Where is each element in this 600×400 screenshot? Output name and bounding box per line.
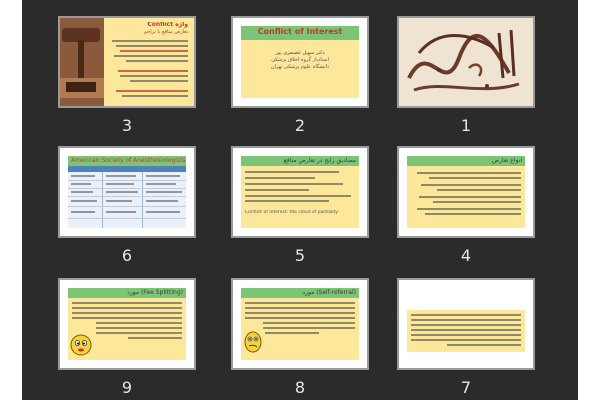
slide-body (241, 40, 359, 98)
slide-number-5: 5 (294, 246, 306, 265)
slide-title: مصادیق رایج در تعارض منافع (241, 156, 359, 166)
slide-thumbnail-8[interactable] (231, 278, 369, 370)
slide-thumbnail-5[interactable] (231, 146, 369, 238)
slide-tile-7[interactable] (397, 278, 535, 397)
slide-body (407, 166, 525, 228)
calligraphy-image (399, 18, 533, 106)
slide-table (68, 166, 186, 228)
slide-tile-3[interactable] (58, 16, 196, 135)
slide-sorter-panel (22, 0, 578, 400)
slide-line: استادیار گروه اخلاق پزشکی (271, 57, 329, 63)
slide-title: American Society of Anesthesiologists (68, 156, 186, 166)
slide-line: دکتر سهیل غضنفری پور (275, 50, 325, 56)
slide-tile-9[interactable] (58, 278, 196, 397)
confused-face-icon (70, 334, 92, 356)
slide-tile-6[interactable] (58, 146, 196, 265)
slide-title: مورد (Self-referral) (241, 288, 359, 298)
slide-tile-2[interactable] (231, 16, 369, 135)
slide-title: مورد (Fee Splitting) (68, 288, 186, 298)
slide-number-2: 2 (294, 116, 306, 135)
slide-number-6: 6 (121, 246, 133, 265)
thinking-emoji-icon (243, 330, 263, 356)
slide-number-3: 3 (121, 116, 133, 135)
slide-thumbnail-2[interactable] (231, 16, 369, 108)
slide-thumbnail-3[interactable] (58, 16, 196, 108)
slide-title: Conflict واژه (147, 22, 188, 28)
slide-thumbnail-1[interactable] (397, 16, 535, 108)
slide-tile-5[interactable] (231, 146, 369, 265)
slide-thumbnail-9[interactable] (58, 278, 196, 370)
slide-thumbnail-7[interactable] (397, 278, 535, 370)
slide-number-4: 4 (460, 246, 472, 265)
slide-title: Conflict of Interest (257, 27, 343, 36)
slide-number-7: 7 (460, 378, 472, 397)
slide-footer: Conflict of Interest: the cloud of partiality (245, 210, 338, 215)
slide-number-1: 1 (460, 116, 472, 135)
slide-body (241, 166, 359, 228)
slide-tile-1[interactable] (397, 16, 535, 135)
slide-subtitle: تعارض منافع یا تزاحم (143, 29, 188, 35)
slide-thumbnail-6[interactable] (58, 146, 196, 238)
slide-tile-8[interactable] (231, 278, 369, 397)
slide-thumbnail-4[interactable] (397, 146, 535, 238)
gavel-image (60, 18, 104, 106)
slide-line: دانشگاه علوم پزشکی تهران (270, 64, 330, 70)
slide-tile-4[interactable] (397, 146, 535, 265)
slide-title: انواع تعارض (407, 156, 525, 166)
slide-number-9: 9 (121, 378, 133, 397)
slide-body (407, 310, 525, 352)
slide-number-8: 8 (294, 378, 306, 397)
